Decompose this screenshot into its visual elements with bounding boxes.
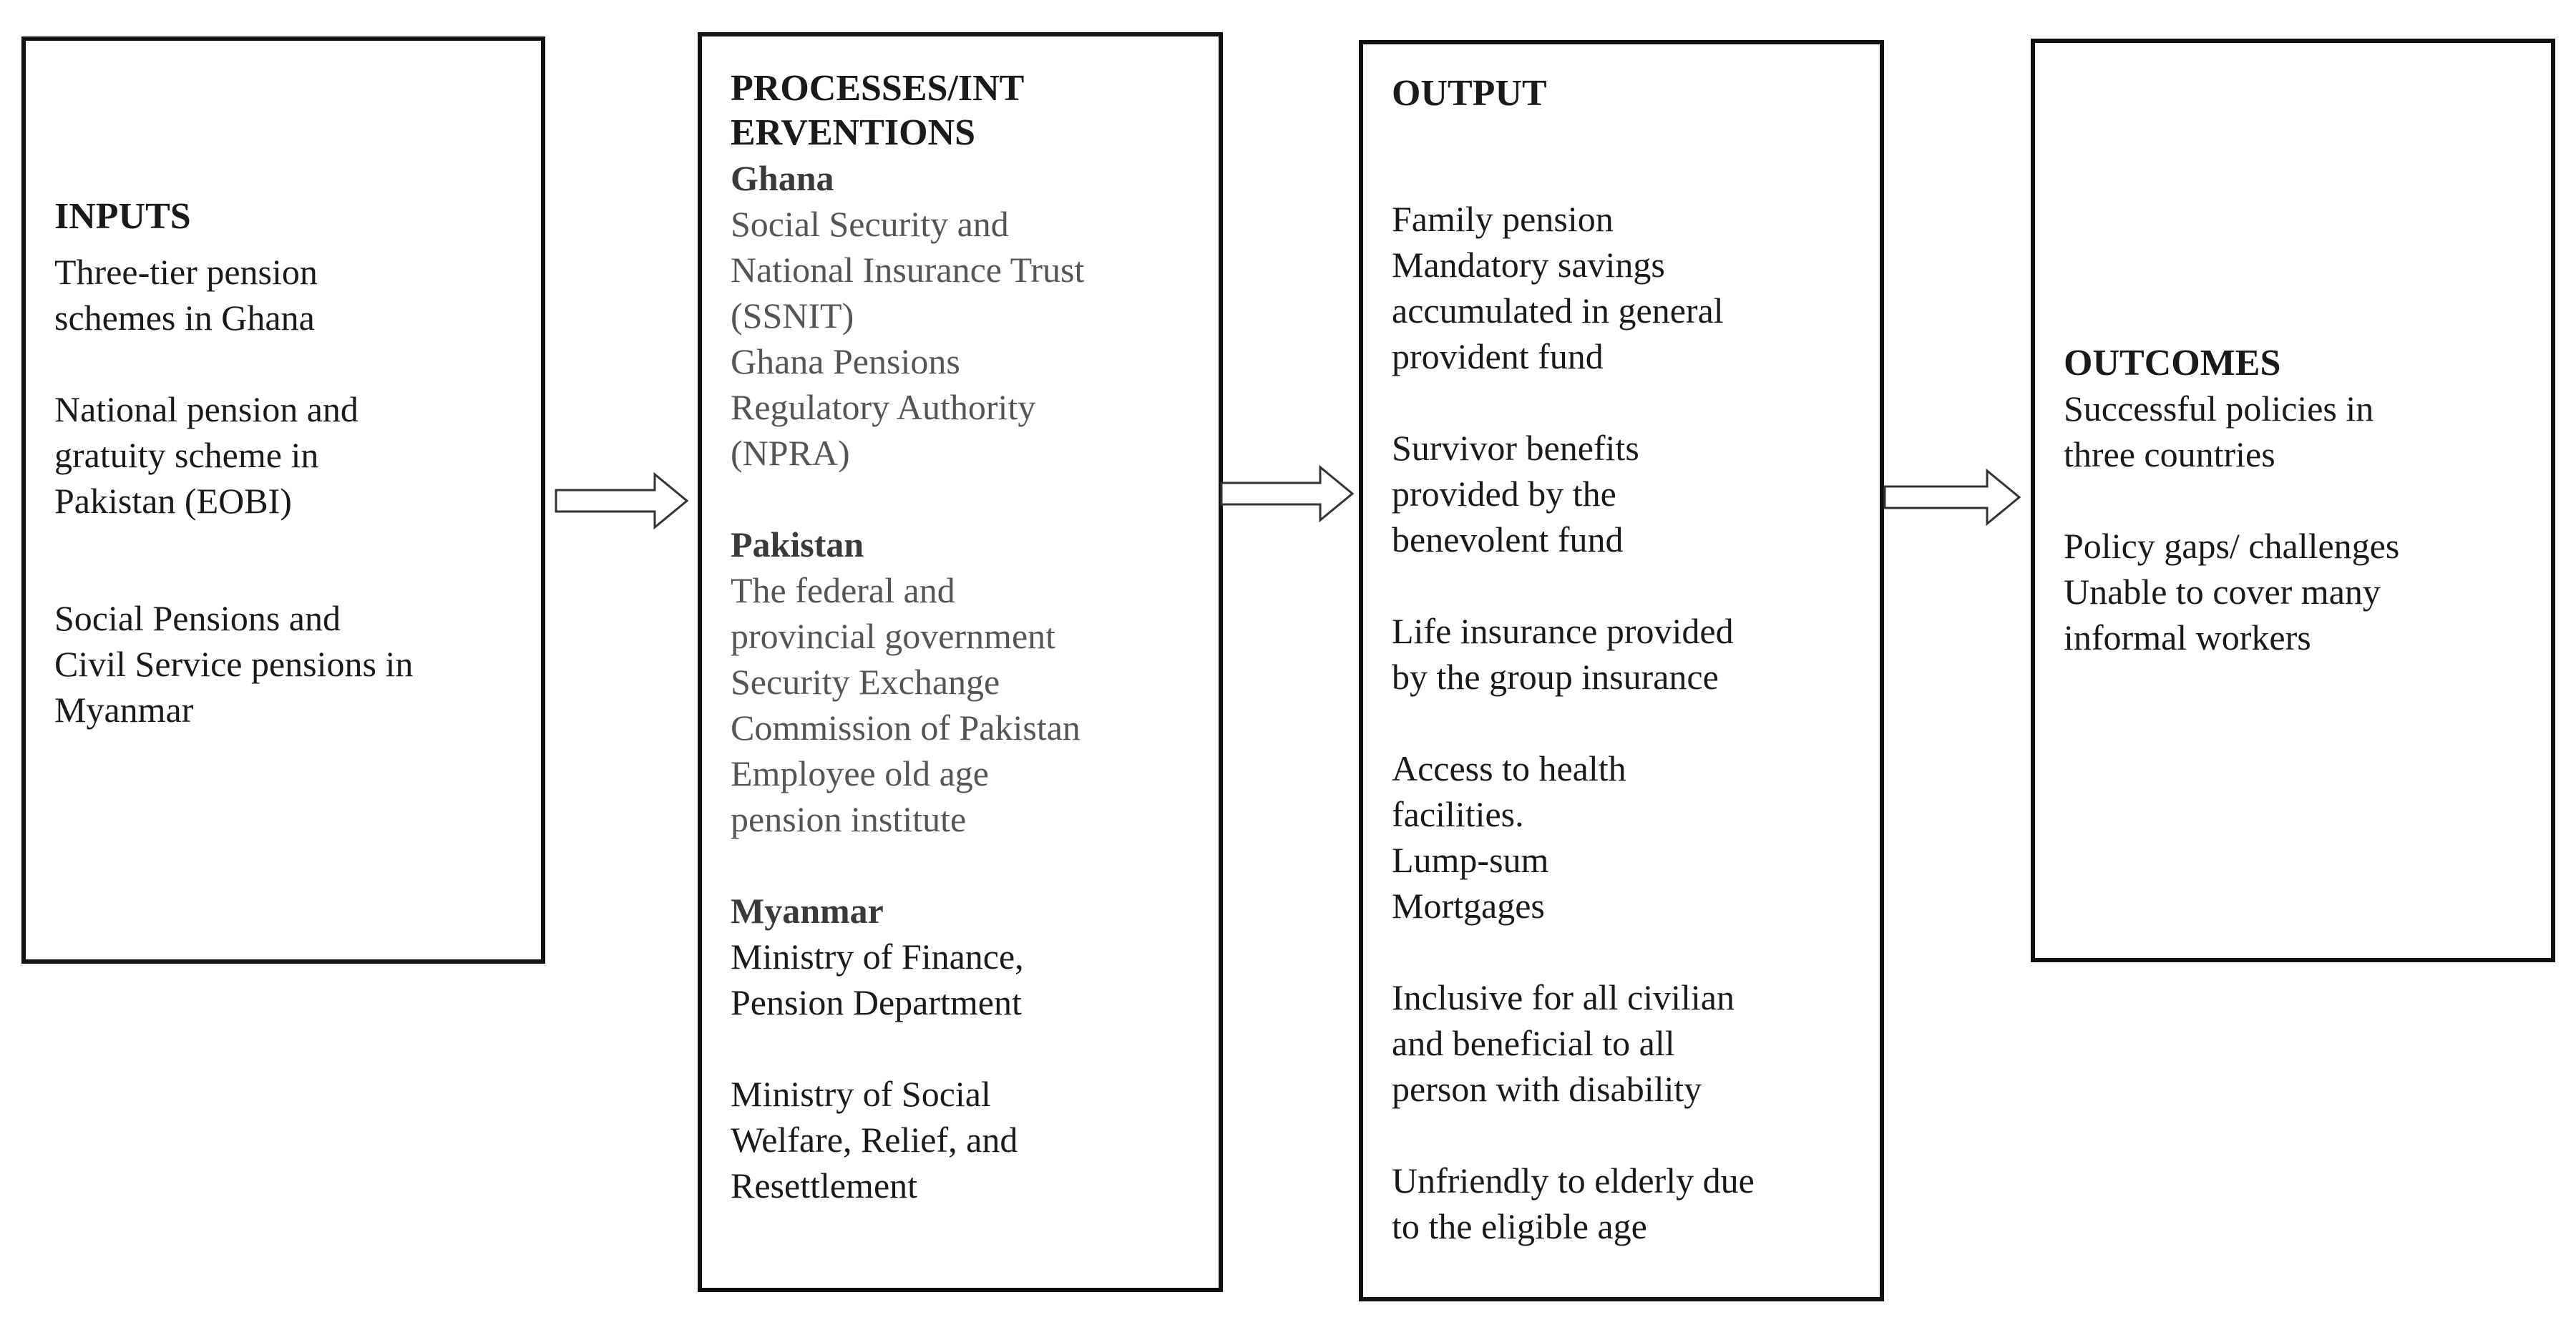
output-line: Inclusive for all civilian [1392,977,1735,1017]
output-line: to the eligible age [1392,1206,1647,1246]
pakistan-line: Employee old age [731,753,989,793]
ghana-heading: Ghana [731,158,834,198]
ghana-line: Ghana Pensions [731,341,960,381]
pakistan-heading: Pakistan [731,524,864,564]
output-line: Unfriendly to elderly due [1392,1160,1755,1201]
inputs-line: Myanmar [54,690,194,730]
outcomes-box [2031,39,2555,962]
myanmar-line: Ministry of Finance, [731,937,1024,977]
outcomes-line: Policy gaps/ challenges [2064,526,2400,566]
outcomes-line: Successful policies in [2064,388,2374,429]
outcomes-title: OUTCOMES [2064,343,2281,383]
output-line: by the group insurance [1392,657,1719,697]
output-line: person with disability [1392,1069,1702,1109]
inputs-line: Three-tier pension [54,252,318,292]
pakistan-line: Commission of Pakistan [731,708,1080,748]
inputs-line: National pension and [54,389,358,429]
ghana-line: (NPRA) [731,433,850,473]
ghana-line: (SSNIT) [731,295,854,336]
inputs-line: Pakistan (EOBI) [54,481,292,521]
outcomes-line: informal workers [2064,617,2311,657]
output-line: benevolent fund [1392,519,1624,559]
flow-arrow-icon [555,472,691,529]
output-line: Mandatory savings [1392,245,1665,285]
pakistan-line: pension institute [731,799,967,839]
pakistan-line: provincial government [731,616,1056,656]
output-line: Lump-sum [1392,840,1549,880]
inputs-line: schemes in Ghana [54,298,315,338]
flow-arrow-icon [1220,465,1356,522]
processes-title: ERVENTIONS [731,112,976,153]
inputs-box [21,36,545,964]
inputs-title: INPUTS [54,196,191,237]
inputs-line: gratuity scheme in [54,435,319,475]
outcomes-content [2064,341,2537,660]
pakistan-line: The federal and [731,570,955,610]
flow-arrow-icon [1883,469,2023,526]
output-content [1392,72,1865,1249]
output-line: provident fund [1392,336,1604,376]
output-box [1359,40,1884,1301]
inputs-line: Civil Service pensions in [54,644,414,684]
inputs-line: Social Pensions and [54,598,341,638]
inputs-content [54,195,527,733]
outcomes-line: Unable to cover many [2064,572,2381,612]
processes-title: PROCESSES/INT [731,68,1025,109]
myanmar-line: Welfare, Relief, and [731,1120,1018,1160]
myanmar-line: Ministry of Social [731,1074,991,1114]
processes-box [698,32,1223,1292]
output-line: Access to health [1392,748,1626,788]
myanmar-heading: Myanmar [731,891,884,931]
output-line: Family pension [1392,199,1614,239]
processes-content [731,67,1204,1208]
output-title: OUTPUT [1392,73,1547,114]
pakistan-line: Security Exchange [731,662,1000,702]
myanmar-line: Pension Department [731,982,1022,1022]
ghana-line: Regulatory Authority [731,387,1036,427]
output-line: facilities. [1392,794,1524,834]
output-line: Mortgages [1392,886,1545,926]
output-line: provided by the [1392,474,1616,514]
output-line: Life insurance provided [1392,611,1734,651]
myanmar-line: Resettlement [731,1165,918,1206]
output-line: Survivor benefits [1392,428,1639,468]
outcomes-line: three countries [2064,434,2275,474]
output-line: and beneficial to all [1392,1023,1675,1063]
ghana-line: National Insurance Trust [731,250,1085,290]
output-line: accumulated in general [1392,290,1724,331]
ghana-line: Social Security and [731,204,1009,244]
